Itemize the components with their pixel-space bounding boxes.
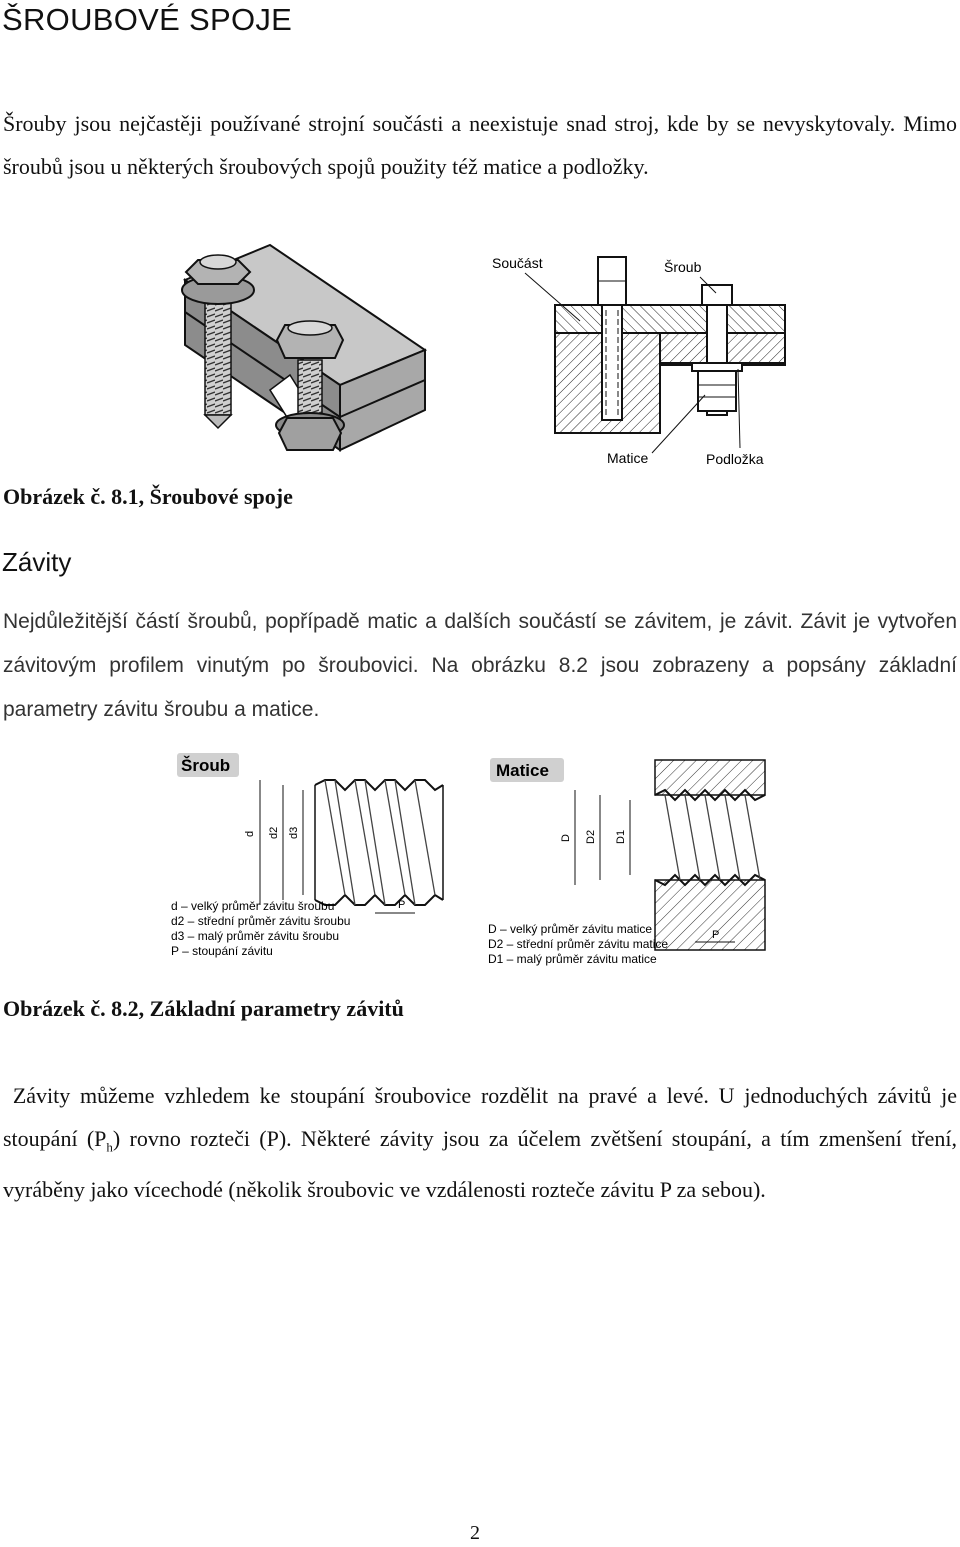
label-matice: Matice <box>607 450 649 466</box>
paragraph2-part1: Závity můžeme vzhledem ke stoupání šroubovice rozdělit na pravé a levé. U jednoduchých závitů je stoupání (P <box>3 1083 958 1151</box>
nut-legend-2: D2 – střední průměr závitu matice <box>488 937 669 951</box>
page-number: 2 <box>470 1522 480 1544</box>
bolted-joint-section-drawing <box>480 235 810 470</box>
dim-D1: D1 <box>615 829 627 844</box>
bolt-legend-1: d – velký průměr závitu šroubu <box>171 899 335 913</box>
dim-d: d <box>244 830 256 837</box>
nut-legend-3: D1 – malý průměr závitu matice <box>488 952 657 966</box>
bolt-tag: Šroub <box>181 756 231 775</box>
label-soucast: Součást <box>492 255 543 271</box>
thread-pitch-paragraph <box>3 1074 957 1211</box>
nut-thread-parameters-figure <box>480 750 780 975</box>
dim-p-nut: P <box>712 929 720 941</box>
paragraph2-part2: ) rovno rozteči (P). Některé závity jsou za účelem zvětšení stoupání, a tím zmenšení tření, vyráběny jako vícechodé (několik šroubovic ve vzdálenosti rozteče závitu P za sebou). <box>3 1126 957 1203</box>
bolt-thread-parameters-figure <box>165 745 475 970</box>
figure-1-caption: Obrázek č. 8.1, Šroubové spoje <box>3 484 293 509</box>
page-title: ŠROUBOVÉ SPOJE <box>2 2 293 37</box>
label-podlozka: Podložka <box>706 451 764 467</box>
intro-paragraph: Šrouby jsou nejčastěji používané strojní součásti a neexistuje snad stroj, kde by se nevyskytovaly. Mimo šroubů jsou u některých šroubových spojů použity též matice a podložky. <box>3 111 957 179</box>
dim-d3: d3 <box>288 826 300 839</box>
dim-D: D <box>560 834 572 842</box>
nut-legend-1: D – velký průměr závitu matice <box>488 922 653 936</box>
bolt-legend-4: P – stoupání závitu <box>171 944 273 958</box>
bolt-legend-3: d3 – malý průměr závitu šroubu <box>171 929 340 943</box>
paragraph2-subscript: h <box>106 1139 113 1155</box>
dim-d2: d2 <box>268 826 280 839</box>
label-sroub: Šroub <box>664 259 702 275</box>
figure-2-caption: Obrázek č. 8.2, Základní parametry závitů <box>3 996 404 1021</box>
bolt-legend-2: d2 – střední průměr závitu šroubu <box>171 914 351 928</box>
dim-D2: D2 <box>585 829 597 844</box>
threads-paragraph: Nejdůležitější částí šroubů, popřípadě matic a dalších součástí se závitem, je závit. Závit je vytvořen závitovým profilem vinutým po šroubovici. Na obrázku 8.2 jsou zobrazeny a popsány základní parametry závitu šroubu a matice. <box>3 610 957 721</box>
nut-tag: Matice <box>496 761 549 780</box>
section-heading: Závity <box>2 547 72 577</box>
dim-p-bolt: P <box>398 899 406 911</box>
bolted-joint-isometric-illustration <box>175 240 435 460</box>
